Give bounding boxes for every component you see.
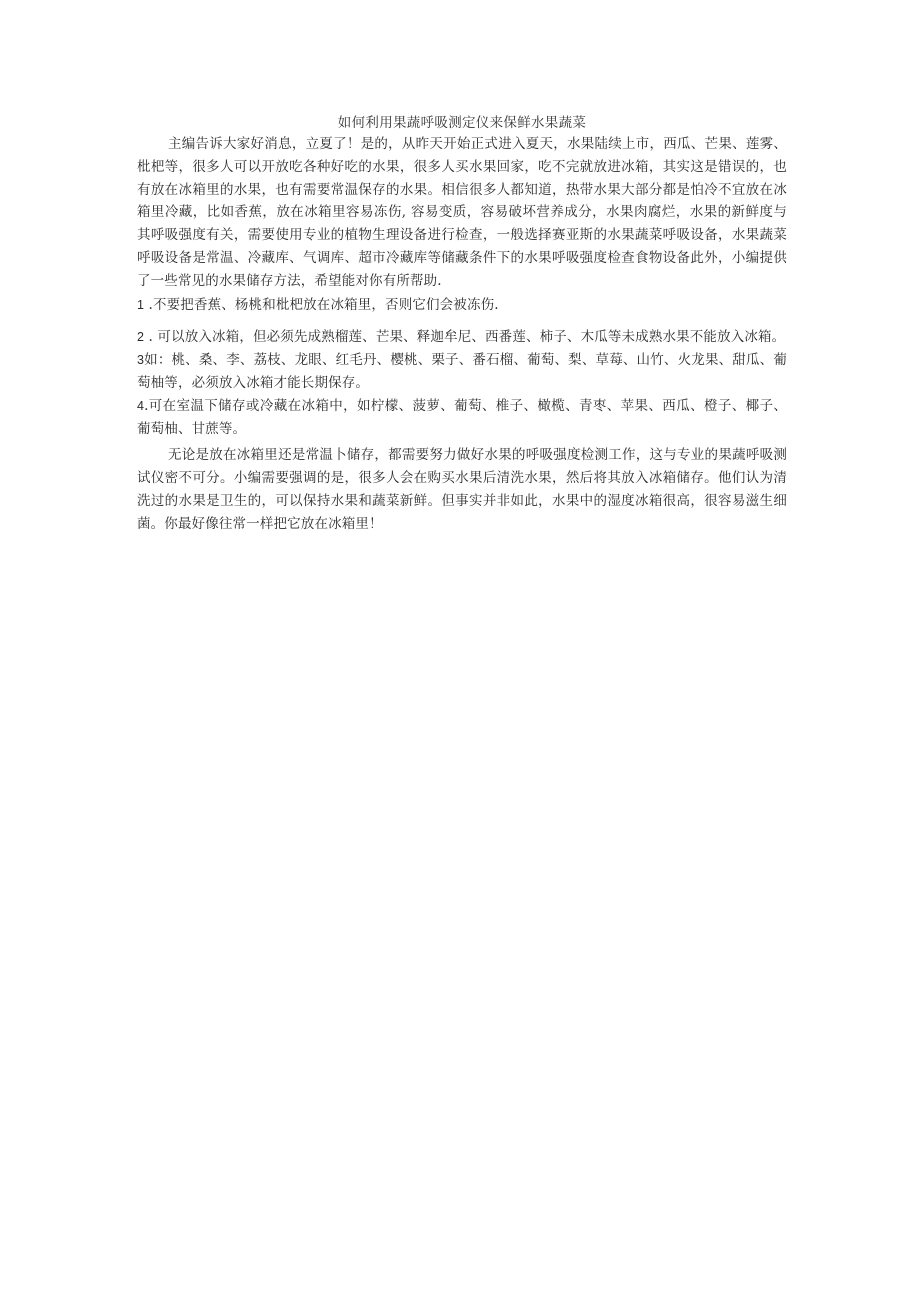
conclusion-paragraph: 无论是放在冰箱里还是常温卜储存，都需要努力做好水果的呼吸强度检测工作，这与专业的果蔬呼吸测试仪密不可分。小编需要强调的是，很多人会在购买水果后清洗水果，然后将其放入冰箱储存。他们认为清洗过的水果是卫生的，可以保持水果和蔬菜新鲜。但事实并非如此，水果中的湿度冰箱很高，很容易滋生细菌。你最好像往常一样把它放在冰箱里！ — [137, 447, 787, 532]
list-item-number: 1 — [137, 297, 145, 312]
list-item-text: .不要把香蕉、杨桃和枇杷放在冰箱里，否则它们会被冻伤. — [144, 296, 499, 313]
list-item-text: . 可以放入冰箱，但必须先成熟榴莲、芒果、释迦牟尼、西番莲、柿子、木瓜等未成熟水果不能放入冰箱。 — [144, 329, 786, 346]
list-item-3 — [137, 349, 787, 395]
list-item-text: 如：桃、桑、李、荔枝、龙眼、红毛丹、樱桃、栗子、番石榴、葡萄、梨、草莓、山竹、火龙果、甜瓜、葡萄柚等，必须放入冰箱才能长期保存。 — [137, 352, 787, 391]
list-item-1 — [137, 294, 787, 317]
list-item-number: 3 — [137, 353, 145, 368]
document-title: 如何利用果蔬呼吸测定仪来保鲜水果蔬菜 — [337, 115, 587, 131]
document-body — [137, 113, 787, 536]
intro-paragraph: 主编告诉大家好消息，立夏了！是的，从昨天开始正式进入夏天，水果陆续上市，西瓜、芒果、莲雾、枇杷等，很多人可以开放吃各种好吃的水果，很多人买水果回家，吃不完就放进冰箱，其实这是错误的，也有放在冰箱里的水果，也有需要常温保存的水果。相信很多人都知道，热带水果大部分都是怕冷不宜放在冰箱里冷藏，比如香蕉，放在冰箱里容易冻伤, 容易变质，容易破坏营养成分，水果肉腐烂，水果的新鲜度与其呼吸强度有关，需要使用专业的植物生理设备进行检查，一般选择赛亚斯的水果蔬菜呼吸设备，水果蔬菜呼吸设备是常温、冷藏库、气调库、超市冷藏库等储藏条件下的水果呼吸强度检查食物设备此外，小编提供了一些常见的水果储存方法，希望能对你有所帮助. — [137, 136, 787, 289]
list-item-text: .可在室温下储存或冷藏在冰箱中，如柠檬、菠萝、葡萄、椎子、橄榄、青枣、苹果、西瓜、橙子、椰子、葡萄柚、甘蔗等。 — [137, 397, 787, 437]
list-item-number: 4 — [137, 398, 145, 413]
list-item-4 — [137, 395, 787, 441]
list-item-number: 2 — [137, 330, 145, 345]
list-item-2 — [137, 326, 787, 349]
